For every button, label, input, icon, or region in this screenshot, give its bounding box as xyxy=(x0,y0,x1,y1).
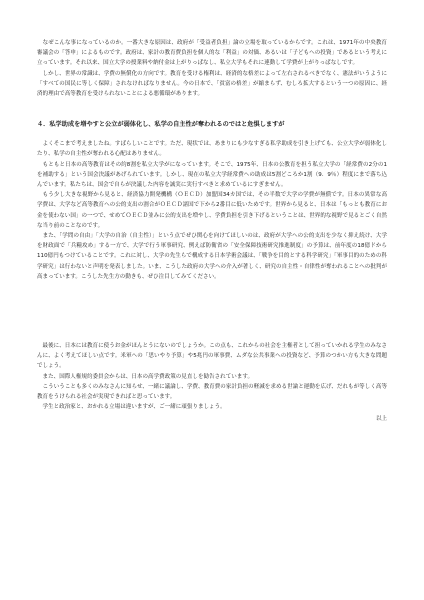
body-paragraph: よくそこまで考えましたね。すばらしいことです。ただ、現状では、あまりにも少なすぎる私学助成を引き上げても、公立大学が弱体化したり、私学の自主性が奪われる心配はありません。 xyxy=(37,141,387,158)
body-paragraph: こういうことも多くのみなさんに知らせ、一緒に議論し、学費、教育費の家計負担の軽減を求める世論と運動を広げ、だれもが等しく高等教育をうけられる社会が実現できればと思っています。 xyxy=(37,383,387,401)
section-heading: ４．私学助成を増やすと公立が弱体化し、私学の自主性が奪われるのではと危惧しますが xyxy=(37,121,285,129)
body-paragraph: また、「学問の自由」「大学の自治（自主性）」という点でぜひ関心を向けてほしいのは、政府が大学への公的支出を少なく抑え続け、大学を財政面で「兵糧攻め」する一方で、大学で行う軍事研究、例えば防衛省の「安全保障技術研究推進制度」の予算は、前年度の18億ドから110億円もつけていることです。これに対し、大学の先生らで構成する日本学術会議は、「戦争を目的とする科学研究」「軍事目的のための科学研究」は行わないと声明を発表しました。いま、こうした政府の大学への介入が著しく、研究の自主性・自律性が奪われることへの批判が高まっています。こうした先生方の動きも、ぜひ注目してみてください。 xyxy=(37,233,387,280)
body-paragraph: なぜこんな事になっているのか。一番大きな原因は、政府が「受益者負担」論の立場を取っているからです。これは、1971年の中央教育審議会の「答申」によるものです。政府は、家計の教育費負担を個人的な「利益」の対価、あるいは「子どもへの投資」であるという考えに立っています。それ以来、国立大学の授業料や納付金は上がりっぱなし、私立大学もそれに連動して学費が上がりっぱなしです。 xyxy=(37,40,387,67)
body-paragraph: 学生と政治家と、おかれる立場は違いますが、ご一緒に頑張りましょう。 xyxy=(37,404,226,411)
body-paragraph: しかし、世界の常識は、学費の無償化の方向です。教育を受ける権利は、経済的な格差によって左右されるべきでなく、憲法がいうように「すべての国民に等しく保障」されなければなりません。今の日本で、「貧富の格差」が縮まらず、むしろ拡大するという一つの原因に、経済的理由で高等教育を受けられないことによる悪循環があります。 xyxy=(37,70,387,98)
body-paragraph: 最後に、日本には教育に使うお金がほんとうにないのでしょうか。この点も、これからの社会を主権者として担っていかれる学生のみなさんに、よく考えてほしい点です。米軍への「思いやり予算」や5兆円の軍事費、ムダな公共事業への投資など、予算のつかい方も大きな問題でしょう。 xyxy=(37,343,387,370)
body-paragraph: もう少し大きな視野から見ると、経済協力開発機構（ＯＥＣＤ）加盟国34カ国では、その半数で大学の学費が無償です。日本の異常な高学費は、大学など高等教育への公的支出の割合がＯＥＣＤ諸国で下から2番目に低いためです。世界から見ると、日本は「もっとも教育にお金を使わない国」の一つで、せめてＯＥＣＤ並みに公的支出を増やし、学費負担を引き下げるということは、世界的な視野で見るとごく自然な当り前のことなのです。 xyxy=(37,192,387,229)
closing-word: 以上 xyxy=(375,416,387,423)
body-paragraph: もともと日本の高等教育はその約8割を私立大学がになっています。そこで、1975年、日本の公教育を担う私立大学の「経常費の2分の1を補助する」という国会決議があげられています。しかし、現在の私立大学経常費への助成は5割どころか1割（9．9％）程度にまで落ち込んでいます。私たちは、国会で自らが決議した内容を誠実に実行すべきと求めているにすぎません。 xyxy=(37,161,387,189)
document-page xyxy=(37,38,387,424)
section-spacer xyxy=(37,282,387,341)
body-paragraph: また、国際人権規約委員会からは、日本の高学費政策の見直しを勧告されています。 xyxy=(37,373,254,380)
